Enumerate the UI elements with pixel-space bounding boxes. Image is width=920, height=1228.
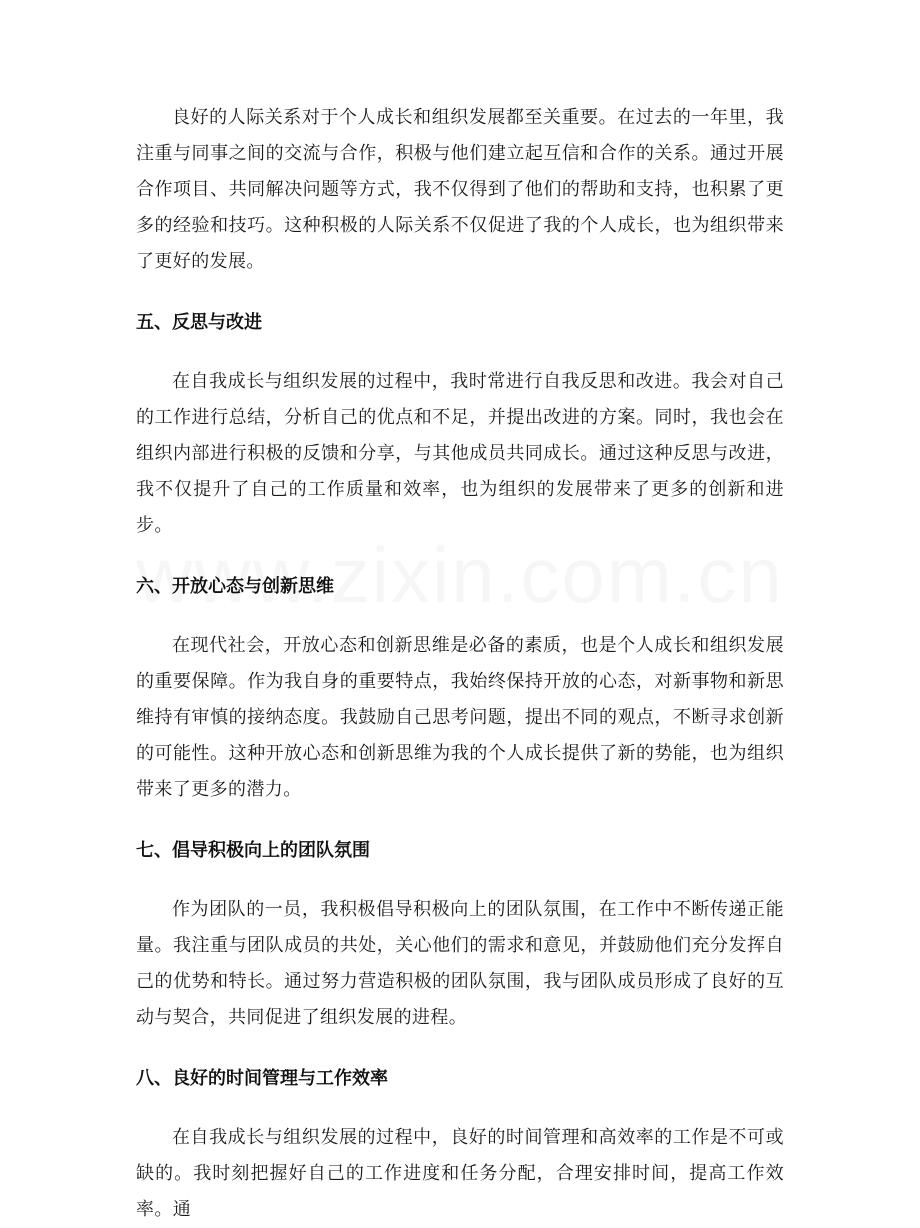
section-heading-7: 七、倡导积极向上的团队氛围 [136,840,370,861]
paragraph-time-management: 在自我成长与组织发展的过程中，良好的时间管理和高效率的工作是不可或缺的。我时刻把握好自己的工作进度和任务分配，合理安排时间，提高工作效率。通 [136,1127,784,1220]
paragraph-open-mind: 在现代社会，开放心态和创新思维是必备的素质，也是个人成长和组织发展的重要保障。作为我自身的重要特点，我始终保持开放的心态，对新事物和新思维持有审慎的接纳态度。我鼓励自己思考问题，提出不同的观点，不断寻求创新的可能性。这种开放心态和创新思维为我的个人成长提供了新的势能，也为组织带来了更多的潜力。 [136,635,784,800]
section-heading-5: 五、反思与改进 [136,312,262,333]
paragraph-reflection: 在自我成长与组织发展的过程中，我时常进行自我反思和改进。我会对自己的工作进行总结，分析自己的优点和不足，并提出改进的方案。同时，我也会在组织内部进行积极的反馈和分享，与其他成员共同成长。通过这种反思与改进，我不仅提升了自己的工作质量和效率，也为组织的发展带来了更多的创新和进步。 [136,371,784,536]
section-heading-6: 六、开放心态与创新思维 [136,576,334,597]
paragraph-interpersonal: 良好的人际关系对于个人成长和组织发展都至关重要。在过去的一年里，我注重与同事之间的交流与合作，积极与他们建立起互信和合作的关系。通过开展合作项目、共同解决问题等方式，我不仅得到了他们的帮助和支持，也积累了更多的经验和技巧。这种积极的人际关系不仅促进了我的个人成长，也为组织带来了更好的发展。 [136,107,784,272]
paragraph-team-atmosphere: 作为团队的一员，我积极倡导积极向上的团队氛围，在工作中不断传递正能量。我注重与团队成员的共处，关心他们的需求和意见，并鼓励他们充分发挥自己的优势和特长。通过努力营造积极的团队氛围，我与团队成员形成了良好的互动与契合，共同促进了组织发展的进程。 [136,899,784,1028]
document-body [136,100,784,1228]
section-heading-8: 八、良好的时间管理与工作效率 [136,1068,388,1089]
